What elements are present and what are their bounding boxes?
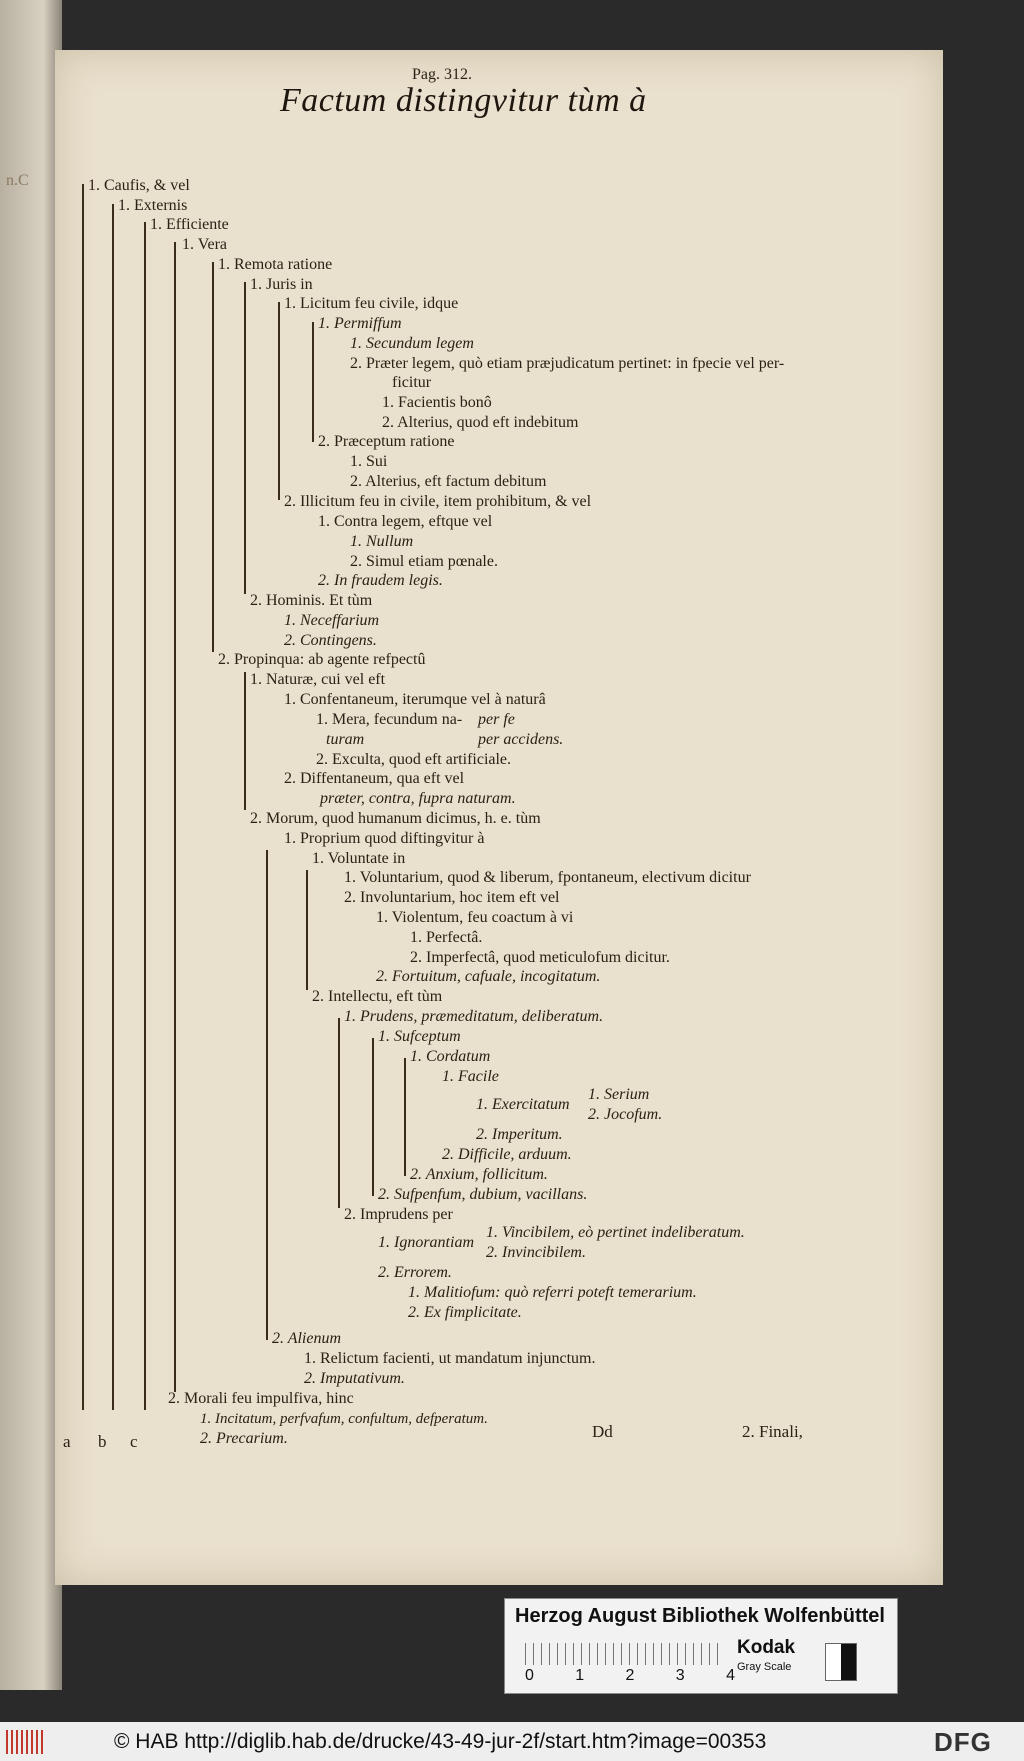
tree-node: 2. Morali feu impulfiva, hinc [168,1390,354,1407]
tree-node: 1. Secundum legem [350,335,474,352]
gray-chip [825,1643,857,1681]
copyright-link[interactable]: © HAB http://diglib.hab.de/drucke/43-49-jur-2f/start.htm?image=00353 [114,1730,767,1753]
tree-node: 2. Simul etiam pœnale. [350,553,498,570]
tree-node: 1. Externis [118,197,188,214]
tree-node: 1. Vera [182,236,228,253]
tree-node: 2. Involuntarium, hoc item eft vel [344,889,560,906]
tree-node: 1. Voluntate in [312,850,406,867]
scale-number: 0 [525,1667,534,1684]
tree-node: 2. Imputativum. [304,1370,405,1387]
bracket-line [174,242,176,1392]
tree-node: 2. Anxium, follicitum. [410,1166,548,1183]
tree-node: turam [326,731,365,748]
tree-node: 1. Proprium quod diftingvitur à [284,830,485,847]
tree-node: 2. Invincibilem. [486,1244,586,1261]
tree-node: 2. Precarium. [200,1430,288,1447]
tree-node: 1. Juris in [250,276,313,293]
gray-scale-label: Gray Scale [737,1661,792,1673]
scale-number: 4 [726,1667,735,1684]
scale-number: 1 [575,1667,585,1684]
tree-node: 2. Intellectu, eft tùm [312,988,443,1005]
tree-node: 1. Contra legem, eftque vel [318,513,493,530]
bracket-line [338,1018,340,1208]
tree-node: 1. Sui [350,453,388,470]
tree-node: 1. Naturæ, cui vel eft [250,671,386,688]
tree-node: 1. Violentum, feu coactum à vi [376,909,574,926]
tree-node: 1. Perfectâ. [410,929,483,946]
margin-letter: b [98,1432,107,1451]
tree-node: 1. Confentaneum, iterumque vel à naturâ [284,691,546,708]
left-page-edge [0,0,62,1690]
tree-node: 1. Mera, fecundum na- [316,711,463,728]
kodak-logo: Kodak [737,1637,796,1658]
bracket-line [112,204,114,1410]
tree-node: 1. Ignorantiam [378,1234,474,1251]
tree-node: 2. Diffentaneum, qua eft vel [284,770,465,787]
tree-node: præter, contra, fupra naturam. [320,790,516,807]
library-color-chart [504,1598,898,1694]
tree-node: 1. Incitatum, perfvafum, confultum, defperatum. [200,1411,488,1427]
bracket-line [404,1058,406,1176]
bracket-line [312,322,314,442]
tree-node: 2. Exculta, quod eft artificiale. [316,751,512,768]
tree-node: 2. In fraudem legis. [318,572,443,589]
signature-mark: Dd [592,1422,613,1441]
tree-node: 2. Propinqua: ab agente refpectû [218,651,426,668]
tree-node: 2. Difficile, arduum. [442,1146,572,1163]
tree-node: 1. Remota ratione [218,256,333,273]
tree-node: 2. Alterius, quod eft indebitum [382,414,579,431]
tree-node: 1. Neceffarium [284,612,380,629]
bracket-line [278,302,280,500]
bracket-line [212,262,214,652]
tree-node: 1. Voluntarium, quod & liberum, fpontaneum, electivum dicitur [344,869,751,886]
catchword: 2. Finali, [742,1422,803,1441]
scale-number: 2 [625,1667,635,1684]
tree-node: per fe [478,711,515,728]
tree-node: 1. Permiffum [318,315,402,332]
tree-node: 2. Contingens. [284,632,377,649]
left-page-fragment: n.C [6,172,29,189]
scale-numbers [525,1667,735,1685]
tree-node: 2. Sufpenfum, dubium, vacillans. [378,1186,588,1203]
tree-node: 1. Cordatum [410,1048,491,1065]
bracket-line [266,850,268,1340]
bracket-line [244,282,246,594]
tree-node: ficitur [392,374,432,391]
tree-node: 2. Præceptum ratione [318,433,455,450]
copyright-bar [0,1722,1024,1761]
margin-letter: c [130,1432,138,1451]
tree-node: 1. Facile [442,1068,499,1085]
page-number: Pag. 312. [412,66,472,83]
tree-node: 1. Efficiente [150,216,229,233]
barcode-icon [6,1730,46,1754]
tree-node: 2. Imprudens per [344,1206,453,1223]
tree-node: 2. Illicitum feu in civile, item prohibitum, & vel [284,493,592,510]
page-title: Factum distingvitur tùm à [280,82,647,119]
scale-number: 3 [675,1667,685,1684]
tree-node: 2. Jocofum. [588,1106,663,1123]
tree-node: 2. Imperfectâ, quod meticulofum dicitur. [410,949,670,966]
institution-name: Herzog August Bibliothek Wolfenbüttel [515,1605,885,1627]
tree-node: 1. Nullum [350,533,414,550]
tree-node: 2. Hominis. Et tùm [250,592,373,609]
bracket-line [306,870,308,990]
tree-node: 2. Fortuitum, cafuale, incogitatum. [376,968,601,985]
scale-ruler [525,1643,725,1665]
tree-node: 1. Serium [588,1086,650,1103]
bracket-line [82,184,84,1410]
tree-node: 1. Vincibilem, eò pertinet indeliberatum. [486,1224,745,1241]
tree-node: 1. Malitiofum: quò referri poteft temerarium. [408,1284,697,1301]
tree-node: 1. Exercitatum [476,1096,570,1113]
bracket-line [244,672,246,810]
tree-node: 2. Errorem. [378,1264,452,1281]
tree-node: 2. Alterius, eft factum debitum [350,473,547,490]
tree-node: 1. Licitum feu civile, idque [284,295,459,312]
tree-node: 2. Morum, quod humanum dicimus, h. e. tùm [250,810,541,827]
tree-node: 1. Sufceptum [378,1028,461,1045]
tree-node: 2. Imperitum. [476,1126,563,1143]
tree-node: 2. Alienum [272,1330,342,1347]
tree-node: 1. Caufis, & vel [88,177,190,194]
margin-letter: a [63,1432,71,1451]
dfg-logo: DFG [934,1727,992,1757]
tree-node: 1. Facientis bonô [382,394,492,411]
tree-node: 1. Relictum facienti, ut mandatum injunctum. [304,1350,596,1367]
tree-node: 2. Ex fimplicitate. [408,1304,522,1321]
tree-node: 2. Præter legem, quò etiam præjudicatum pertinet: in fpecie vel per- [350,355,785,372]
bracket-line [372,1038,374,1196]
bracket-line [144,222,146,1410]
tree-node: per accidens. [478,731,564,748]
tree-node: 1. Prudens, præmeditatum, deliberatum. [344,1008,604,1025]
